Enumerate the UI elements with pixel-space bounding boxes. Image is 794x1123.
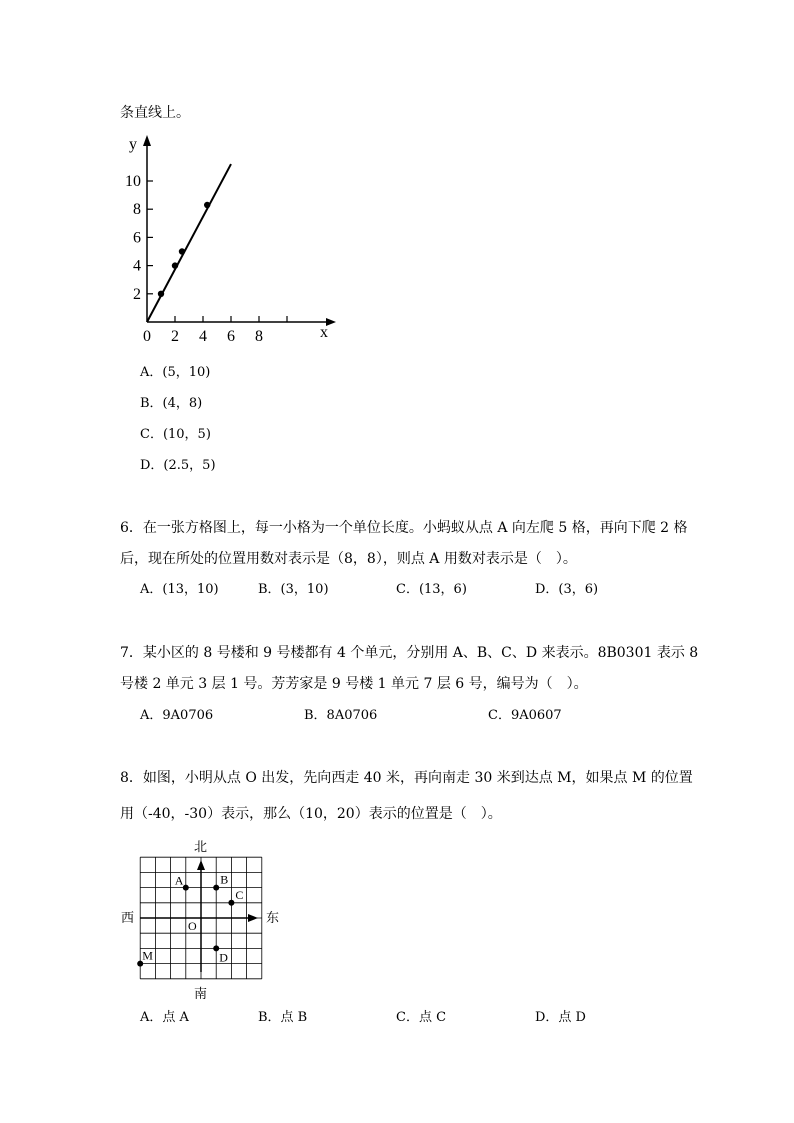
- point-c-label: C: [235, 887, 244, 902]
- point-m-label: M: [142, 948, 153, 963]
- x-tick-label: 4: [199, 328, 207, 345]
- x-tick-label: 2: [171, 328, 179, 345]
- q7-option-b[interactable]: B．8A0706: [304, 708, 378, 723]
- q5-line-chart: [120, 132, 350, 347]
- y-axis-label: y: [129, 136, 137, 153]
- y-tick-label: 6: [133, 229, 141, 247]
- point-b: [213, 885, 219, 891]
- q8-axes: [140, 860, 258, 972]
- point-a-label: A: [174, 873, 184, 888]
- x-axis-label: x: [320, 324, 328, 341]
- point-c: [228, 900, 234, 906]
- q6-option-b[interactable]: B．(3，10): [258, 582, 329, 597]
- q5-tick-labels: [125, 173, 263, 345]
- south-label: 南: [194, 987, 208, 1002]
- east-label: 东: [266, 911, 280, 926]
- point-a: [183, 885, 189, 891]
- y-tick-label: 2: [133, 285, 141, 303]
- q8-option-b[interactable]: B．点 B: [258, 1010, 308, 1025]
- q6-option-a[interactable]: A．(13，10): [140, 582, 219, 597]
- q5-option-b[interactable]: B．(4，8): [140, 396, 203, 411]
- y-tick-label: 4: [133, 257, 141, 275]
- q8-question-line2: 用（-40，-30）表示，那么（10，20）表示的位置是（ ）。: [120, 806, 502, 822]
- q5-ticks: [147, 181, 287, 322]
- point-d-label: D: [219, 950, 228, 965]
- q5-option-c[interactable]: C．(10，5): [140, 427, 211, 442]
- origin-o-label: O: [188, 919, 197, 933]
- x-tick-label: 6: [227, 328, 235, 345]
- q8-option-d[interactable]: D．点 D: [535, 1010, 586, 1025]
- q7-option-a[interactable]: A．9A0706: [140, 708, 214, 723]
- q5-option-d[interactable]: D．(2.5，5): [140, 458, 216, 473]
- data-point: [172, 262, 178, 268]
- data-point: [179, 248, 185, 254]
- q8-option-c[interactable]: C．点 C: [396, 1010, 447, 1025]
- west-label: 西: [121, 911, 135, 926]
- q5-axes: [143, 135, 336, 326]
- q7-option-c[interactable]: C．9A0607: [488, 708, 562, 723]
- q5-data-line: [147, 164, 231, 322]
- q8-question-line1: 8．如图，小明从点 O 出发，先向西走 40 米，再向南走 30 米到达点 M，如果点 M 的位置: [120, 770, 693, 786]
- q8-direction-map: [118, 838, 288, 1002]
- data-point: [204, 202, 210, 208]
- point-b-label: B: [220, 872, 229, 887]
- q5-tail-text: 条直线上。: [120, 105, 190, 121]
- q7-question-line2: 号楼 2 单元 3 层 1 号。芳芳家是 9 号楼 1 单元 7 层 6 号，编号为（ ）。: [120, 676, 588, 692]
- data-point: [158, 291, 164, 297]
- y-tick-label: 10: [125, 173, 141, 190]
- q6-option-c[interactable]: C．(13，6): [396, 582, 467, 597]
- q7-question-line1: 7．某小区的 8 号楼和 9 号楼都有 4 个单元，分别用 A、B、C、D 来表示。8B0301 表示 8: [120, 645, 699, 661]
- q6-question-line1: 6．在一张方格图上，每一小格为一个单位长度。小蚂蚁从点 A 向左爬 5 格，再向下爬 2 格: [120, 520, 688, 536]
- north-label: 北: [194, 840, 208, 855]
- q5-option-a[interactable]: A．(5，10): [140, 365, 211, 380]
- x-tick-label: 8: [255, 328, 263, 345]
- q6-option-d[interactable]: D．(3，6): [535, 582, 599, 597]
- q6-question-line2: 后，现在所处的位置用数对表示是（8，8），则点 A 用数对表示是（ ）。: [120, 551, 577, 567]
- y-tick-label: 8: [133, 201, 141, 219]
- q8-option-a[interactable]: A．点 A: [140, 1010, 189, 1025]
- origin-label: 0: [143, 328, 151, 345]
